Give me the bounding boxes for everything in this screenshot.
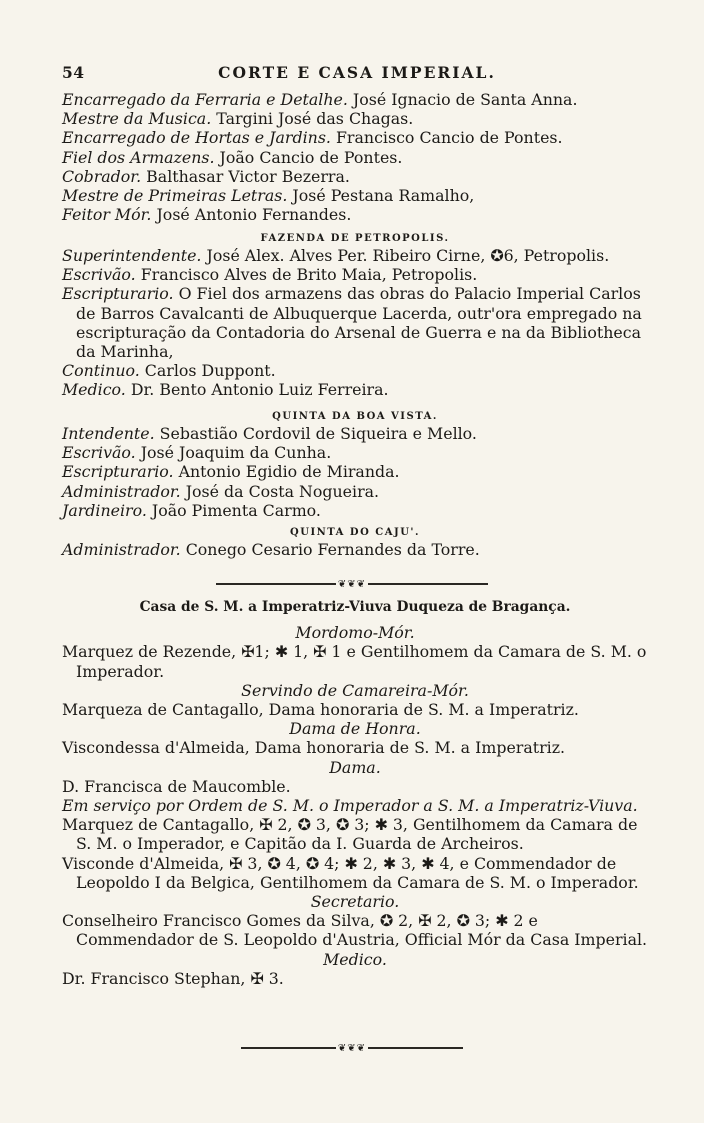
entry-role: Mestre de Primeiras Letras. bbox=[62, 186, 288, 206]
entry-role: Jardineiro. bbox=[62, 500, 147, 520]
entry bbox=[62, 265, 648, 284]
entry-role: Administrador. bbox=[62, 540, 181, 559]
entry bbox=[62, 246, 648, 265]
entry-text: Francisco Cancio de Pontes. bbox=[330, 128, 563, 148]
entry: Viscondessa d'Almeida, Dama honoraria de S. M. a Imperatriz. bbox=[62, 738, 566, 758]
entry-role: Escripturario. bbox=[62, 462, 174, 482]
entry bbox=[62, 443, 648, 462]
entry bbox=[62, 462, 648, 481]
entry: Dr. Francisco Stephan, ✠ 3. bbox=[62, 968, 284, 988]
entry-text: Carlos Duppont. bbox=[139, 361, 276, 381]
entry-role: Continuo. bbox=[62, 361, 140, 381]
entry bbox=[62, 128, 648, 147]
officials-list bbox=[62, 90, 648, 224]
entry-role: Feitor Mór. bbox=[62, 205, 152, 225]
boa-vista-list bbox=[62, 424, 648, 520]
office-heading: Dama de Honra. bbox=[289, 719, 421, 739]
entry-text: José Pestana Ramalho, bbox=[287, 186, 475, 206]
entry-text: José Joaquim da Cunha. bbox=[135, 443, 332, 463]
entry bbox=[62, 167, 648, 186]
entry-text: José da Costa Nogueira. bbox=[180, 481, 380, 501]
rule-line bbox=[368, 583, 488, 585]
entry-text: Sebastião Cordovil de Siqueira e Mello. bbox=[154, 424, 477, 443]
entry bbox=[62, 90, 648, 109]
entry: Marquez de Cantagallo, ✠ 2, ✪ 3, ✪ 3; ✱ 3, Gentilhomem da Camara de S. M. o Imperador, e Capitão da I. Guarda de Archeiros. bbox=[62, 815, 638, 854]
entry bbox=[62, 482, 648, 501]
rule-line bbox=[216, 583, 336, 585]
entry-text: Antonio Egidio de Miranda. bbox=[173, 462, 400, 482]
entry-role: Escrivão. bbox=[62, 265, 136, 285]
entry-role: Medico. bbox=[62, 380, 126, 400]
running-title: CORTE E CASA IMPERIAL. bbox=[218, 63, 496, 82]
office-heading: Secretario. bbox=[310, 892, 400, 912]
entry-text: Targini José das Chagas. bbox=[211, 109, 414, 129]
petropolis-list bbox=[62, 246, 648, 400]
entry bbox=[62, 148, 648, 167]
office-heading: Servindo de Camareira-Mór. bbox=[241, 680, 469, 700]
entry-text: João Cancio de Pontes. bbox=[214, 147, 403, 167]
entry-role: Encarregado de Hortas e Jardins. bbox=[62, 128, 331, 148]
entry bbox=[62, 186, 648, 205]
ornamental-rule-bottom bbox=[0, 1042, 704, 1054]
entry-text: O Fiel dos armazens das obras do Palacio Imperial Carlos de Barros Cavalcanti de Albuquerque Lacerda, outr'ora empregado na escripturação da Contadoria do Arsenal de Guerra e na da Bibliotheca da Marinha, bbox=[76, 284, 642, 362]
caju-list bbox=[62, 540, 648, 559]
office-heading: Medico. bbox=[323, 949, 387, 969]
rule-line bbox=[241, 1047, 336, 1049]
entry: D. Francisca de Maucomble. bbox=[62, 776, 291, 796]
entry bbox=[62, 540, 648, 559]
block-officials bbox=[62, 90, 648, 224]
service-note: Em serviço por Ordem de S. M. o Imperador a S. M. a Imperatriz-Viuva. bbox=[62, 796, 638, 816]
entry-role: Encarregado da Ferraria e Detalhe. bbox=[62, 90, 348, 109]
entry-text: João Pimenta Carmo. bbox=[146, 500, 321, 520]
entry-role: Mestre da Musica. bbox=[62, 109, 212, 129]
section-caju bbox=[62, 526, 648, 559]
section-title: QUINTA DA BOA VISTA. bbox=[272, 411, 438, 422]
entry bbox=[62, 361, 648, 380]
house-title: Casa de S. M. a Imperatriz-Viuva Duqueza de Bragança. bbox=[139, 599, 571, 615]
section-petropolis bbox=[62, 232, 648, 400]
entry bbox=[62, 424, 648, 443]
entry bbox=[62, 109, 648, 128]
entry-text: Dr. Bento Antonio Luiz Ferreira. bbox=[125, 380, 389, 400]
entry bbox=[62, 205, 648, 224]
entry: Marquez de Rezende, ✠1; ✱ 1, ✠ 1 e Gentilhomem da Camara de S. M. o Imperador. bbox=[62, 642, 647, 681]
entry-role: Intendente. bbox=[62, 424, 155, 443]
entry-role: Cobrador. bbox=[62, 166, 142, 186]
entry-role: Escrivão. bbox=[62, 443, 136, 463]
entry-role: Escripturario. bbox=[62, 284, 174, 304]
rule-ornament: ❦❦❦ bbox=[337, 1042, 367, 1054]
entry: Conselheiro Francisco Gomes da Silva, ✪ 2, ✠ 2, ✪ 3; ✱ 2 e Commendador de S. Leopoldo d'Austria, Official Mór da Casa Imperial. bbox=[62, 911, 648, 950]
house-list bbox=[62, 623, 648, 988]
office-heading: Dama. bbox=[329, 757, 381, 777]
entry: Visconde d'Almeida, ✠ 3, ✪ 4, ✪ 4; ✱ 2, ✱ 3, ✱ 4, e Commendador de Leopoldo I da Belgica, Gentilhomem da Camara de S. M. o Imperador. bbox=[62, 853, 639, 892]
entry-text: Balthasar Victor Bezerra. bbox=[141, 166, 350, 186]
rule-line bbox=[368, 1047, 463, 1049]
entry-text: José Ignacio de Santa Anna. bbox=[347, 90, 578, 109]
office-heading: Mordomo-Mór. bbox=[295, 623, 415, 643]
entry bbox=[62, 501, 648, 520]
rule-ornament: ❦❦❦ bbox=[337, 578, 367, 590]
ornamental-rule bbox=[0, 578, 704, 590]
section-title: QUINTA DO CAJU'. bbox=[290, 527, 420, 538]
section-title: FAZENDA DE PETROPOLIS. bbox=[260, 233, 450, 244]
entry-text: Francisco Alves de Brito Maia, Petropolis. bbox=[135, 265, 478, 285]
entry: Marqueza de Cantagallo, Dama honoraria de S. M. a Imperatriz. bbox=[62, 700, 579, 720]
entry-text: José Antonio Fernandes. bbox=[151, 205, 352, 225]
entry-role: Superintendente. bbox=[62, 246, 202, 265]
entry bbox=[62, 380, 648, 399]
entry-text: Conego Cesario Fernandes da Torre. bbox=[180, 540, 480, 559]
page-number: 54 bbox=[62, 63, 85, 82]
page-header bbox=[62, 63, 652, 85]
entry bbox=[62, 284, 648, 361]
section-boa-vista bbox=[62, 410, 648, 520]
entry-role: Fiel dos Armazens. bbox=[62, 147, 215, 167]
entry-text: José Alex. Alves Per. Ribeiro Cirne, ✪6, Petropolis. bbox=[201, 246, 610, 265]
section-house bbox=[62, 598, 648, 988]
entry-role: Administrador. bbox=[62, 481, 181, 501]
